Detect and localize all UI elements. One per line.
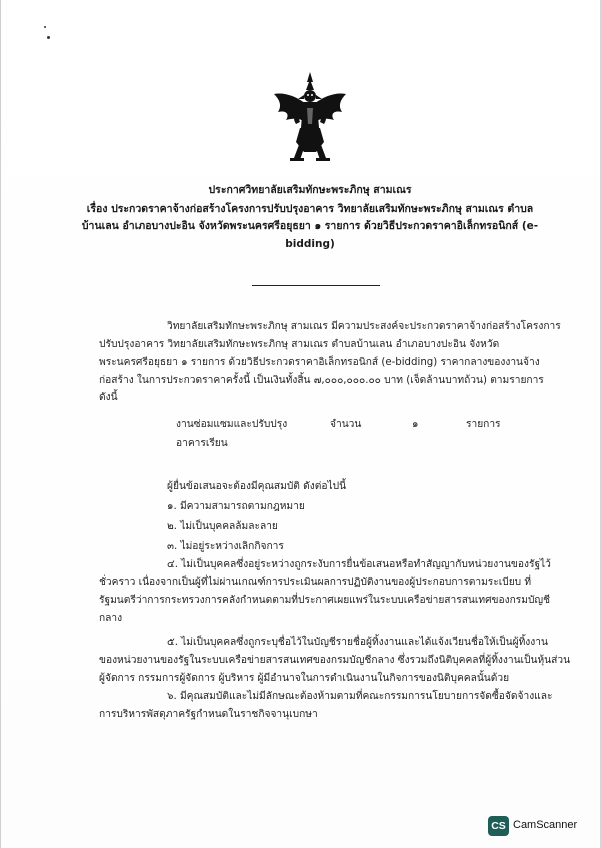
item-quantity-label: จำนวน <box>330 419 362 430</box>
item-name-cont: อาคารเรียน <box>176 438 228 449</box>
intro-line: ดังนี้ <box>99 392 118 403</box>
qualification-4-line: ชั่วคราว เนื่องจากเป็นผู้ที่ไม่ผ่านเกณฑ์การประเมินผลการปฏิบัติงานของผู้ประกอบการตามระเบียบ ที่ <box>99 577 532 588</box>
qualification-item: ๒. ไม่เป็นบุคคลล้มละลาย <box>167 521 278 532</box>
qualification-4-line: กลาง <box>99 613 123 624</box>
garuda-emblem-icon <box>270 68 350 168</box>
subject-line: บ้านเลน อำเภอบางปะอิน จังหวัดพระนครศรีอยุธยา ๑ รายการ ด้วยวิธีประกวดราคาอิเล็กทรอนิกส์ (e- <box>81 220 539 232</box>
qualification-heading: ผู้ยื่นข้อเสนอจะต้องมีคุณสมบัติ ดังต่อไปนี้ <box>167 481 347 492</box>
qualification-item: ๓. ไม่อยู่ระหว่างเลิกกิจการ <box>167 541 284 552</box>
qualification-5-line: ๕. ไม่เป็นบุคคลซึ่งถูกระบุชื่อไว้ในบัญชีรายชื่อผู้ทิ้งงานและได้แจ้งเวียนชื่อให้เป็นผู้ทิ้งงาน <box>167 637 548 648</box>
qualification-item: ๑. มีความสามารถตามกฎหมาย <box>167 501 305 512</box>
scan-speck <box>47 36 50 39</box>
qualification-5-line: ผู้จัดการ กรรมการผู้จัดการ ผู้บริหาร ผู้มีอำนาจในการดำเนินงานในกิจการของนิติบุคคลนั้นด้วย <box>99 673 510 684</box>
qualification-5-line: ของหน่วยงานของรัฐในระบบเครือข่ายสารสนเทศของกรมบัญชีกลาง ซึ่งรวมถึงนิติบุคคลที่ผู้ทิ้งงานเป็นหุ้นส่วน <box>99 655 571 666</box>
intro-line: พระนครศรีอยุธยา ๑ รายการ ด้วยวิธีประกวดราคาอิเล็กทรอนิกส์ (e-bidding) ราคากลางของงานจ้าง <box>99 357 540 368</box>
intro-line: ก่อสร้าง ในการประกวดราคาครั้งนี้ เป็นเงินทั้งสิ้น ๗,๐๐๐,๐๐๐.๐๐ บาท (เจ็ดล้านบาทถ้วน) ตามรายการ <box>99 375 544 386</box>
intro-line: ปรับปรุงอาคาร วิทยาลัยเสริมทักษะพระภิกษุ สามเณร ตำบลบ้านเลน อำเภอบางปะอิน จังหวัด <box>99 339 500 350</box>
qualification-6-line: การบริหารพัสดุภาครัฐกำหนดในราชกิจจานุเบกษา <box>99 709 318 720</box>
subject-line: เรื่อง ประกวดราคาจ้างก่อสร้างโครงการปรับปรุงอาคาร วิทยาลัยเสริมทักษะพระภิกษุ สามเณร ตำบล <box>86 203 534 215</box>
heading-divider <box>252 285 380 286</box>
item-name: งานซ่อมแซมและปรับปรุง <box>176 419 288 430</box>
item-unit: รายการ <box>466 419 501 430</box>
qualification-4-line: ๔. ไม่เป็นบุคคลซึ่งอยู่ระหว่างถูกระงับการยื่นข้อเสนอหรือทำสัญญากับหน่วยงานของรัฐไว้ <box>167 559 551 570</box>
camscanner-watermark: CamScanner <box>513 819 578 831</box>
camscanner-logo-icon: CS <box>488 816 509 836</box>
subject-line: bidding) <box>285 238 335 250</box>
item-quantity: ๑ <box>412 419 419 430</box>
qualification-4-line: รัฐมนตรีว่าการกระทรวงการคลังกำหนดตามที่ประกาศเผยแพร่ในระบบเครือข่ายสารสนเทศของกรมบัญชี <box>99 595 551 606</box>
scan-speck <box>44 26 46 28</box>
qualification-6-line: ๖. มีคุณสมบัติและไม่มีลักษณะต้องห้ามตามที่คณะกรรมการนโยบายการจัดซื้อจัดจ้างและ <box>167 691 553 702</box>
announcement-heading: ประกาศวิทยาลัยเสริมทักษะพระภิกษุ สามเณร <box>208 184 412 196</box>
intro-line: วิทยาลัยเสริมทักษะพระภิกษุ สามเณร มีความประสงค์จะประกวดราคาจ้างก่อสร้างโครงการ <box>167 321 561 332</box>
